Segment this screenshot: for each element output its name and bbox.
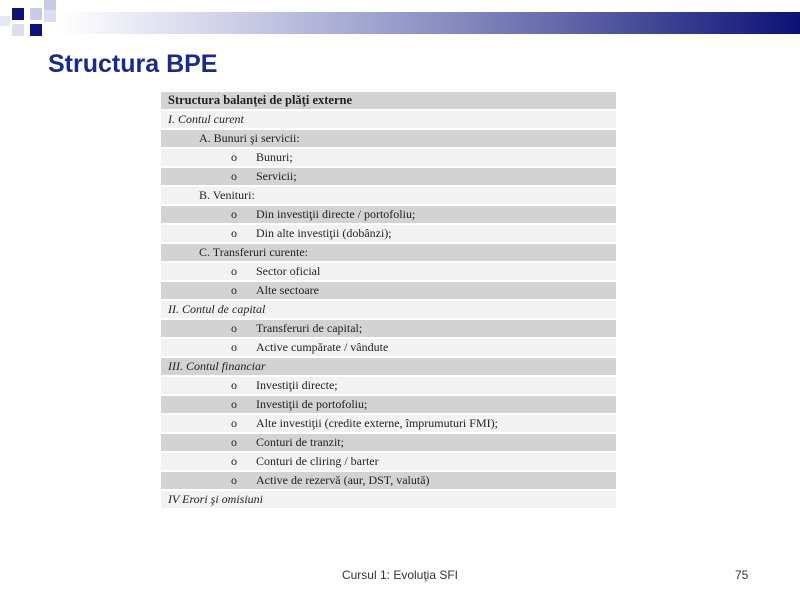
row-bullet-item xyxy=(231,396,367,413)
bullet-icon: o xyxy=(231,150,237,164)
row-text: II. Contul de capital xyxy=(168,302,266,316)
row-bullet-item xyxy=(231,415,498,432)
bullet-icon: o xyxy=(231,435,237,449)
row-bullet-item xyxy=(231,225,392,242)
row-bullet-item xyxy=(231,282,319,299)
row-text: Active de rezervă (aur, DST, valută) xyxy=(256,473,430,487)
row-text: Bunuri; xyxy=(256,150,293,164)
row-bullet-item xyxy=(231,320,362,337)
row-text: Alte sectoare xyxy=(256,283,319,297)
row-bullet-item xyxy=(231,434,344,451)
table-header xyxy=(161,92,616,109)
row-bullet-item xyxy=(231,453,379,470)
row-bullet-item xyxy=(231,472,430,489)
row-text: Investiţii de portofoliu; xyxy=(256,397,368,411)
row-text: A. Bunuri şi servicii: xyxy=(199,131,300,145)
bullet-icon: o xyxy=(231,416,237,430)
table-row xyxy=(161,168,616,185)
table-row xyxy=(161,206,616,223)
decor-square-3 xyxy=(44,0,56,10)
table-row xyxy=(161,453,616,470)
bullet-icon: o xyxy=(231,378,237,392)
decor-square-1 xyxy=(12,8,24,20)
bullet-icon: o xyxy=(231,207,237,221)
table-row xyxy=(161,149,616,166)
bpe-structure-table xyxy=(161,92,616,510)
decor-square-5 xyxy=(30,24,42,36)
table-row xyxy=(161,320,616,337)
page-number: 75 xyxy=(735,568,749,582)
row-text: C. Transferuri curente: xyxy=(199,245,308,259)
row-text: Transferuri de capital; xyxy=(256,321,363,335)
row-text: Conturi de cliring / barter xyxy=(256,454,379,468)
table-row xyxy=(161,491,616,508)
row-bullet-item xyxy=(231,339,388,356)
table-row xyxy=(161,225,616,242)
row-bullet-item xyxy=(231,149,293,166)
table-row xyxy=(161,282,616,299)
table-row xyxy=(161,358,616,375)
bullet-icon: o xyxy=(231,226,237,240)
row-text: Investiţii directe; xyxy=(256,378,338,392)
bullet-icon: o xyxy=(231,397,237,411)
bullet-icon: o xyxy=(231,283,237,297)
decor-square-6 xyxy=(44,10,56,22)
decor-square-7 xyxy=(0,16,10,26)
table-row xyxy=(161,130,616,147)
table-row xyxy=(161,187,616,204)
table-row xyxy=(161,339,616,356)
table-row xyxy=(161,434,616,451)
bullet-icon: o xyxy=(231,454,237,468)
bullet-icon: o xyxy=(231,340,237,354)
table-rows xyxy=(161,111,616,508)
row-bullet-item xyxy=(231,377,338,394)
row-text: Conturi de tranzit; xyxy=(256,435,344,449)
row-text: B. Venituri: xyxy=(199,188,255,202)
row-text: Sector oficial xyxy=(256,264,321,278)
row-bullet-item xyxy=(231,263,320,280)
table-row xyxy=(161,472,616,489)
table-row xyxy=(161,111,616,128)
bullet-icon: o xyxy=(231,264,237,278)
row-bullet-item xyxy=(231,168,297,185)
row-text: Alte investiţii (credite externe, împrumuturi FMI); xyxy=(256,416,498,430)
table-header-text: Structura balanţei de plăţi externe xyxy=(168,93,353,107)
row-text: I. Contul curent xyxy=(168,112,244,126)
table-row xyxy=(161,244,616,261)
bullet-icon: o xyxy=(231,321,237,335)
row-text: Din investiţii directe / portofoliu; xyxy=(256,207,416,221)
table-row xyxy=(161,263,616,280)
decor-square-2 xyxy=(30,8,42,20)
bullet-icon: o xyxy=(231,473,237,487)
header-gradient-bar xyxy=(60,12,800,34)
row-text: IV Erori şi omisiuni xyxy=(168,492,264,506)
row-text: Servicii; xyxy=(256,169,297,183)
table-row xyxy=(161,377,616,394)
slide-title: Structura BPE xyxy=(48,50,218,78)
decor-square-4 xyxy=(12,24,24,36)
slide-footer: Cursul 1: Evoluţia SFI xyxy=(341,568,459,582)
bullet-icon: o xyxy=(231,169,237,183)
table-row xyxy=(161,415,616,432)
row-text: Din alte investiţii (dobânzi); xyxy=(256,226,392,240)
table-row xyxy=(161,396,616,413)
row-text: Active cumpărate / vândute xyxy=(256,340,389,354)
table-row xyxy=(161,301,616,318)
row-text: III. Contul financiar xyxy=(168,359,266,373)
row-bullet-item xyxy=(231,206,415,223)
